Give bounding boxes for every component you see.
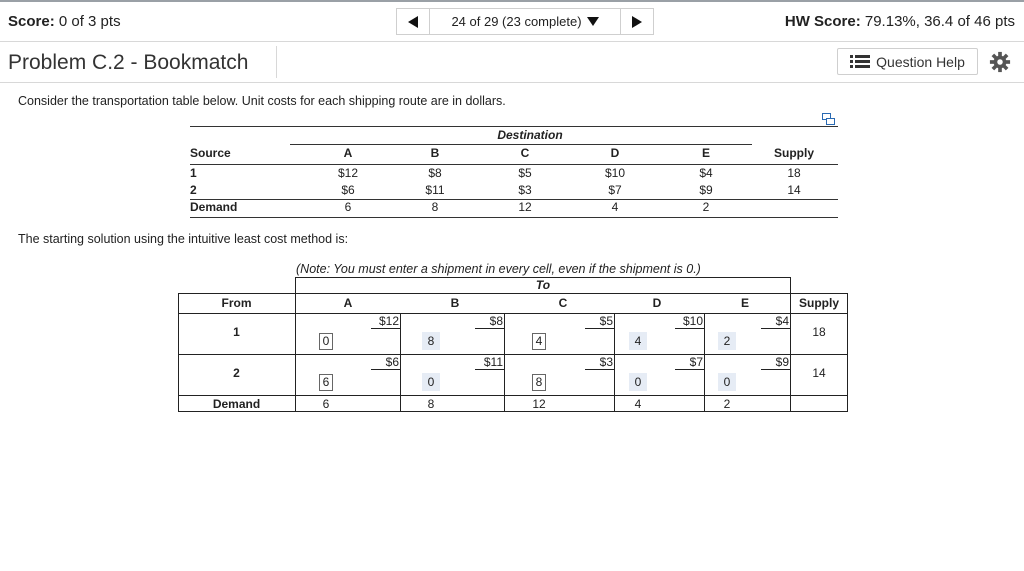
column-header: E (740, 296, 749, 310)
to-header: To (535, 278, 551, 292)
question-navigator (396, 8, 654, 37)
demand-value: 12 (532, 397, 546, 411)
demand-value: 2 (702, 200, 710, 214)
shipment-input[interactable]: 6 (319, 374, 333, 391)
hw-score-value: 79.13%, 36.4 of 46 pts (864, 13, 1015, 30)
unit-cost: $10 (604, 166, 626, 180)
shipment-input[interactable]: 8 (532, 374, 546, 391)
unit-cost: $5 (518, 166, 532, 180)
unit-cost: $6 (371, 355, 401, 370)
question-help-button[interactable] (837, 48, 978, 75)
table-header-row (190, 126, 838, 143)
unit-cost: $10 (675, 314, 705, 329)
column-header: D (610, 146, 620, 160)
grid-line (178, 293, 179, 412)
unit-cost: $11 (425, 183, 445, 197)
copy-table-icon[interactable] (822, 113, 835, 125)
entry-note: (Note: You must enter a shipment in every cell, even if the shipment is 0.) (296, 262, 701, 276)
unit-cost: $7 (608, 183, 622, 197)
unit-cost: $9 (699, 183, 713, 197)
starting-solution-text: The starting solution using the intuitive least cost method is: (18, 232, 349, 246)
unit-cost: $12 (337, 166, 359, 180)
table-row (190, 182, 838, 199)
grid-line (178, 313, 848, 314)
demand-value: 4 (611, 200, 619, 214)
previous-question-button[interactable] (396, 8, 430, 35)
question-position-text: 24 of 29 (23 complete) (451, 14, 582, 29)
column-header: E (701, 146, 710, 160)
score (8, 13, 121, 30)
column-header: C (520, 146, 530, 160)
score-label: Score: (8, 13, 55, 30)
table-rule (190, 217, 838, 218)
unit-cost: $12 (371, 314, 401, 329)
unit-cost: $8 (475, 314, 505, 329)
intro-text: Consider the transportation table below. Unit costs for each shipping route are in dollars. (18, 94, 506, 108)
column-header: B (450, 296, 460, 310)
source-label: 1 (190, 166, 197, 180)
demand-value: 12 (518, 200, 532, 214)
transportation-grid (178, 277, 848, 412)
shipment-answer: 0 (629, 373, 647, 391)
source-label: 2 (190, 183, 197, 197)
unit-cost: $11 (475, 355, 505, 370)
problem-title: Problem C.2 - Bookmatch (8, 51, 249, 74)
shipment-answer: 4 (629, 332, 647, 350)
grid-line (295, 277, 296, 412)
column-header: A (343, 146, 353, 160)
unit-cost: $7 (675, 355, 705, 370)
supply-value: 14 (787, 183, 801, 197)
from-label: 1 (233, 325, 240, 339)
column-header: A (343, 296, 353, 310)
unit-cost: $4 (761, 314, 791, 329)
shipment-answer: 0 (718, 373, 736, 391)
demand-row (190, 199, 838, 216)
cost-table (190, 126, 838, 216)
unit-cost: $4 (699, 166, 713, 180)
supply-value: 14 (812, 366, 826, 380)
destination-header: Destination (497, 128, 563, 142)
shipment-input[interactable]: 0 (319, 333, 333, 350)
triangle-down-icon (587, 17, 599, 26)
score-value: 0 of 3 pts (58, 13, 121, 30)
shipment-input[interactable]: 4 (532, 333, 546, 350)
demand-header: Demand (190, 200, 238, 214)
demand-header: Demand (212, 397, 261, 411)
from-label: 2 (233, 366, 240, 380)
table-row (190, 165, 838, 182)
demand-value: 4 (634, 397, 642, 411)
question-help-label: Question Help (876, 53, 965, 70)
grid-line (178, 293, 848, 294)
from-header: From (221, 296, 252, 310)
unit-cost: $3 (585, 355, 615, 370)
unit-cost: $6 (341, 183, 355, 197)
unit-cost: $3 (518, 183, 532, 197)
gear-icon[interactable] (989, 51, 1011, 73)
supply-header: Supply (798, 296, 839, 310)
grid-line (178, 354, 848, 355)
grid-line (178, 411, 848, 412)
column-header: C (558, 296, 568, 310)
source-header: Source (190, 146, 231, 160)
triangle-left-icon (408, 16, 418, 28)
unit-cost: $5 (585, 314, 615, 329)
title-divider (276, 46, 277, 78)
grid-line (847, 293, 848, 412)
question-selector-dropdown[interactable] (430, 8, 620, 35)
next-question-button[interactable] (620, 8, 654, 35)
demand-value: 6 (344, 200, 352, 214)
triangle-right-icon (632, 16, 642, 28)
hw-score-label: HW Score: (784, 13, 861, 30)
demand-value: 2 (723, 397, 731, 411)
demand-value: 6 (322, 397, 330, 411)
supply-value: 18 (812, 325, 826, 339)
supply-header: Supply (773, 146, 814, 160)
demand-value: 8 (431, 200, 439, 214)
shipment-answer: 2 (718, 332, 736, 350)
hw-score (785, 13, 1015, 30)
list-icon (850, 54, 870, 69)
supply-value: 18 (787, 166, 801, 180)
shipment-answer: 0 (422, 373, 440, 391)
table-column-row (190, 143, 838, 162)
column-header: B (430, 146, 440, 160)
title-bar (0, 42, 1024, 83)
unit-cost: $8 (428, 166, 442, 180)
demand-value: 8 (427, 397, 435, 411)
column-header: D (652, 296, 662, 310)
shipment-answer: 8 (422, 332, 440, 350)
grid-line (178, 395, 848, 396)
top-bar (0, 0, 1024, 42)
unit-cost: $9 (761, 355, 791, 370)
